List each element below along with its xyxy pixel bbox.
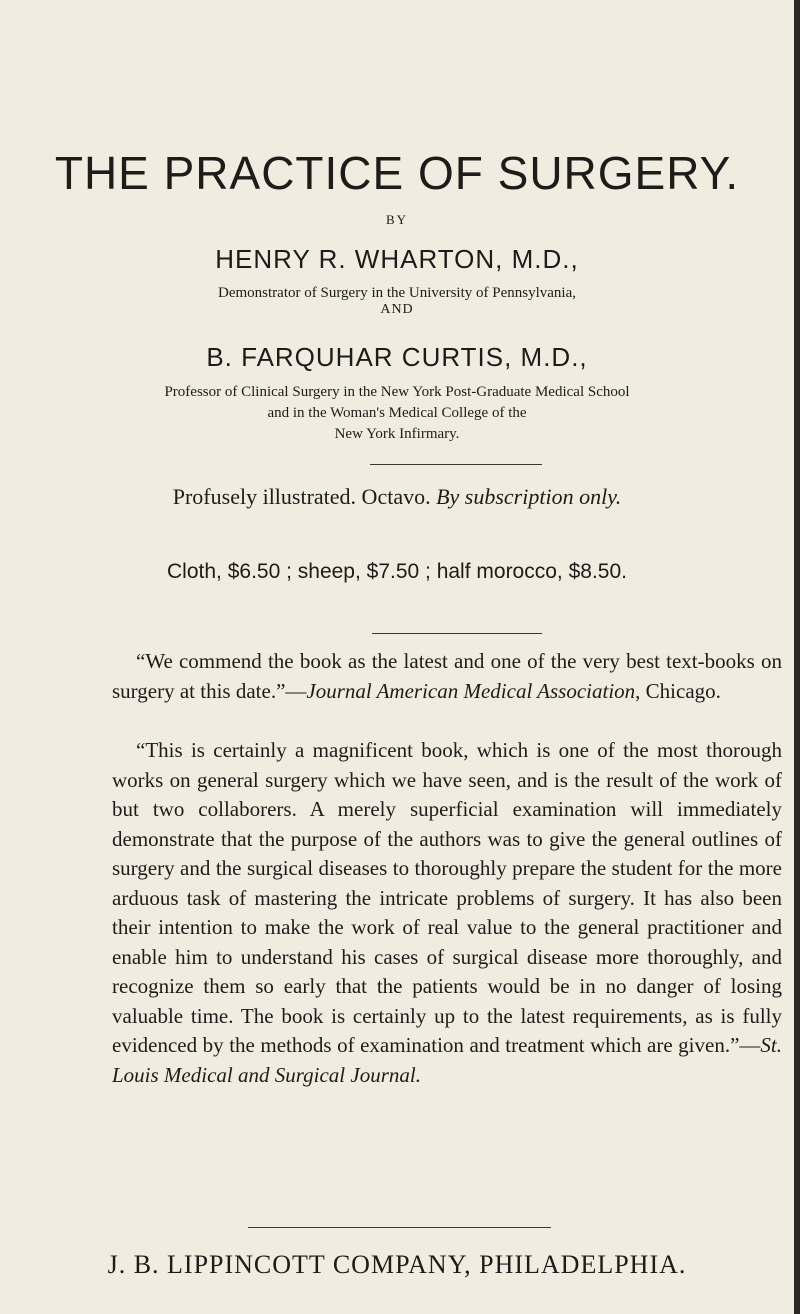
author-1-name: HENRY R. WHARTON, M.D., (215, 244, 579, 274)
author-2-affiliation-line: and in the Woman's Medical College of the (267, 405, 527, 421)
publisher-line: J. B. LIPPINCOTT COMPANY, PHILADELPHIA. (107, 1250, 687, 1279)
review-text: “This is certainly a magnificent book, which is one of the most thorough works on general surgery which we have seen, and is the result of the work of but two collaborers. A merely superficial examination will immediately demonstrate that the purpose of the authors was to give the general outlines of surgery and the surgical diseases to thoroughly prepare the student for the more arduous task of mastering the intricate problems of surgery. It has also been their intention to make the work of real value to the general practitioner and enable him to understand his cases of surgical disease more thoroughly, and recognize them so early that the patients would be in no danger of losing valuable time. The book is certainly up to the latest requirements, as is fully evidenced by the methods of examination and treatment which are given.”— (112, 738, 782, 1057)
and-label: AND (380, 302, 414, 317)
review-source-suffix: , Chicago. (635, 678, 721, 703)
book-title: THE PRACTICE OF SURGERY. (54, 147, 740, 199)
description-italic: By subscription only. (436, 484, 622, 509)
prices: Cloth, $6.50 ; sheep, $7.50 ; half morocco, $8.50. (167, 560, 627, 583)
author-2-affiliation (0, 382, 794, 445)
review-quote (112, 647, 782, 706)
divider (370, 464, 542, 465)
review-quote (112, 736, 782, 1090)
edition-description (0, 484, 794, 510)
review-source: St. Louis Medical and Surgical Journal. (112, 1033, 782, 1087)
review-text: “We commend the book as the latest and one of the very best text-books on surgery at this date.”— (112, 649, 782, 703)
divider (248, 1227, 551, 1228)
author-2-affiliation-line: Professor of Clinical Surgery in the New York Post-Graduate Medical School (164, 384, 630, 400)
author-2-affiliation-line: New York Infirmary. (334, 426, 460, 442)
description-plain: Profusely illustrated. Octavo. (172, 484, 431, 509)
page-edge (794, 0, 800, 1314)
divider (372, 633, 542, 634)
by-label: BY (385, 212, 409, 227)
review-source: Journal American Medical Association (306, 678, 636, 703)
author-2-name: B. FARQUHAR CURTIS, M.D., (206, 342, 588, 372)
author-1-affiliation: Demonstrator of Surgery in the University of Pennsylvania, (218, 285, 576, 301)
